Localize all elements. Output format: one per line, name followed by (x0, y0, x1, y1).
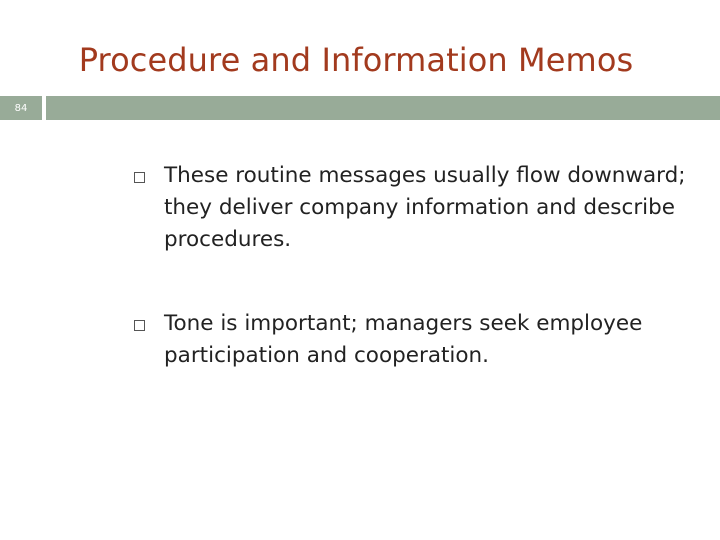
bullet-item (134, 308, 714, 372)
bullet-list (134, 160, 714, 372)
slide-title: Procedure and Information Memos (78, 41, 634, 79)
bullet-text: Tone is important; managers seek employee participation and cooperation. (164, 311, 643, 368)
slide-number: 84 (14, 103, 28, 114)
header-bar-right (46, 96, 720, 120)
bullet-square-icon (134, 172, 145, 183)
bullet-item (134, 160, 714, 256)
bullet-text: These routine messages usually flow downward; they deliver company information and describe procedures. (164, 163, 686, 252)
bullet-square-icon (134, 320, 145, 331)
